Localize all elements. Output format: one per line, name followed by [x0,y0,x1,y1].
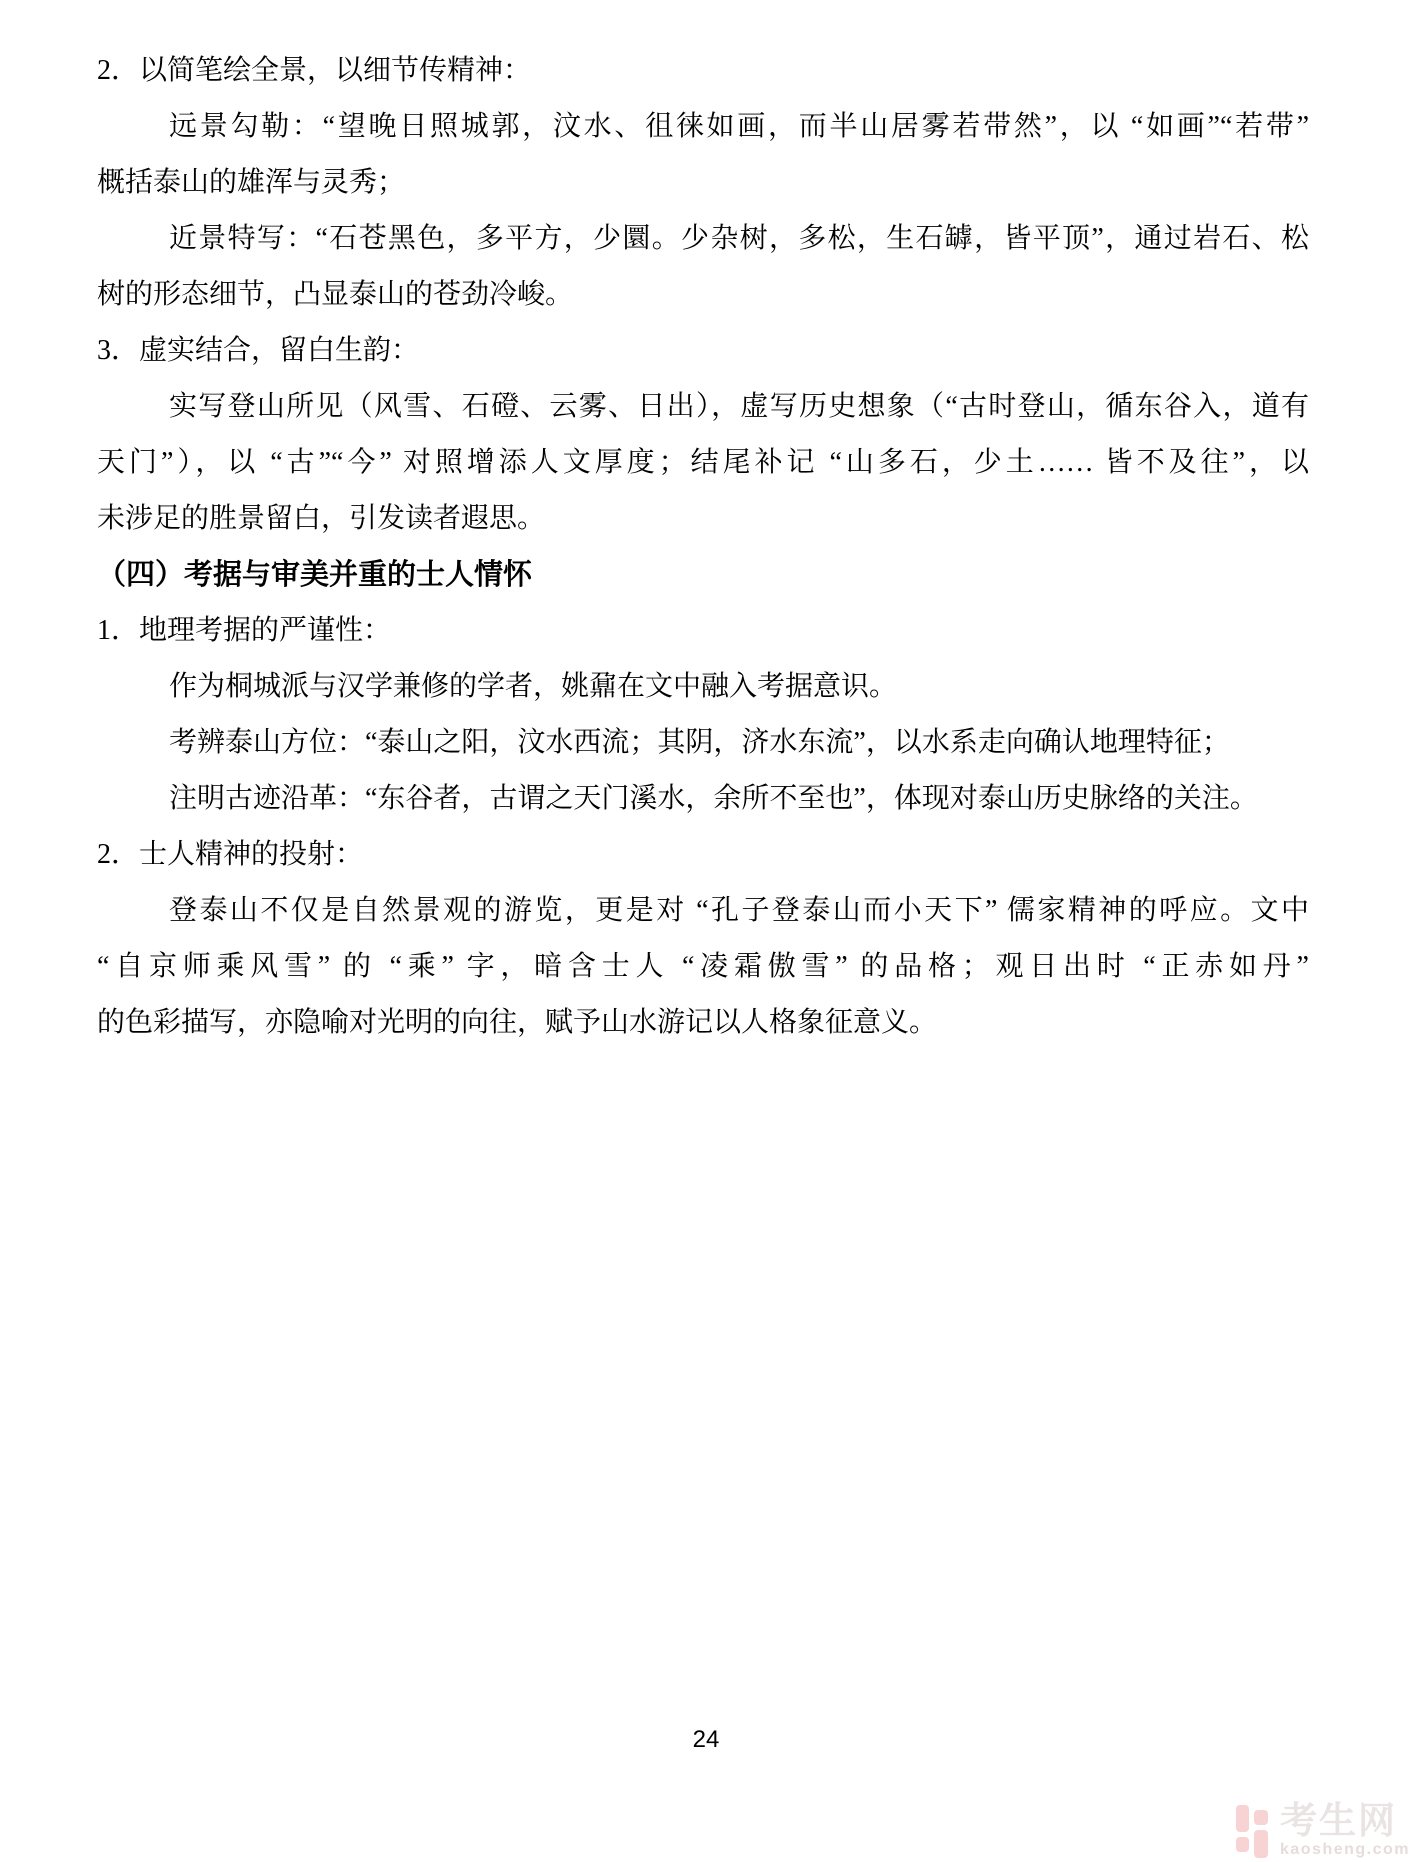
text-line: 天门”），以 “古”“今” 对照增添人文厚度；结尾补记 “山多石，少土…… 皆不及往”，以 [97,447,1309,478]
text-line: 登泰山不仅是自然景观的游览，更是对 “孔子登泰山而小天下” 儒家精神的呼应。文中 [169,895,1309,926]
watermark-text [1280,1801,1410,1858]
logo-block [1236,1837,1249,1852]
text-line: 的色彩描写，亦隐喻对光明的向往，赋予山水游记以人格象征意义。 [97,1007,938,1038]
kaosheng-logo-icon [1236,1805,1269,1858]
document-content [97,43,1309,1051]
page-number: 24 [692,1726,720,1753]
text-line: 远景勾勒：“望晚日照城郭，汶水、徂徕如画，而半山居雾若带然”，以 “如画”“若带” [169,111,1309,142]
text-line-numbered-item: 2．士人精神的投射： [97,839,364,870]
watermark-domain: kaosheng.com [1279,1841,1410,1858]
section-heading: （四）考据与审美并重的士人情怀 [97,559,533,591]
logo-block [1236,1805,1249,1832]
text-line: 作为桐城派与汉学兼修的学者，姚鼐在文中融入考据意识。 [169,671,898,702]
logo-block [1254,1810,1268,1825]
logo-block [1254,1830,1268,1858]
text-line: 概括泰山的雄浑与灵秀； [97,167,406,198]
text-line-numbered-item: 1．地理考据的严谨性： [97,615,392,646]
text-line: 实写登山所见（风雪、石磴、云雾、日出），虚写历史想象（“古时登山，循东谷入，道有 [169,391,1309,422]
kaosheng-watermark [1236,1801,1410,1858]
text-line: “自京师乘风雪” 的 “乘” 字，暗含士人 “凌霜傲雪” 的品格；观日出时 “正赤如丹” [97,951,1309,982]
text-line: 近景特写：“石苍黑色，多平方，少圜。少杂树，多松，生石罅，皆平顶”，通过岩石、松 [169,223,1309,254]
text-line-numbered-item: 3．虚实结合，留白生韵： [97,335,420,366]
text-line: 树的形态细节，凸显泰山的苍劲冷峻。 [97,279,574,310]
text-line: 未涉足的胜景留白，引发读者遐思。 [97,503,546,534]
text-line: 考辨泰山方位：“泰山之阳，汶水西流；其阴，济水东流”，以水系走向确认地理特征； [169,727,1230,758]
text-line-numbered-item: 2．以简笔绘全景，以细节传精神： [97,55,532,86]
watermark-brand: 考生网 [1279,1800,1397,1841]
text-line: 注明古迹沿革：“东谷者，古谓之天门溪水，余所不至也”，体现对泰山历史脉络的关注。 [169,783,1258,814]
